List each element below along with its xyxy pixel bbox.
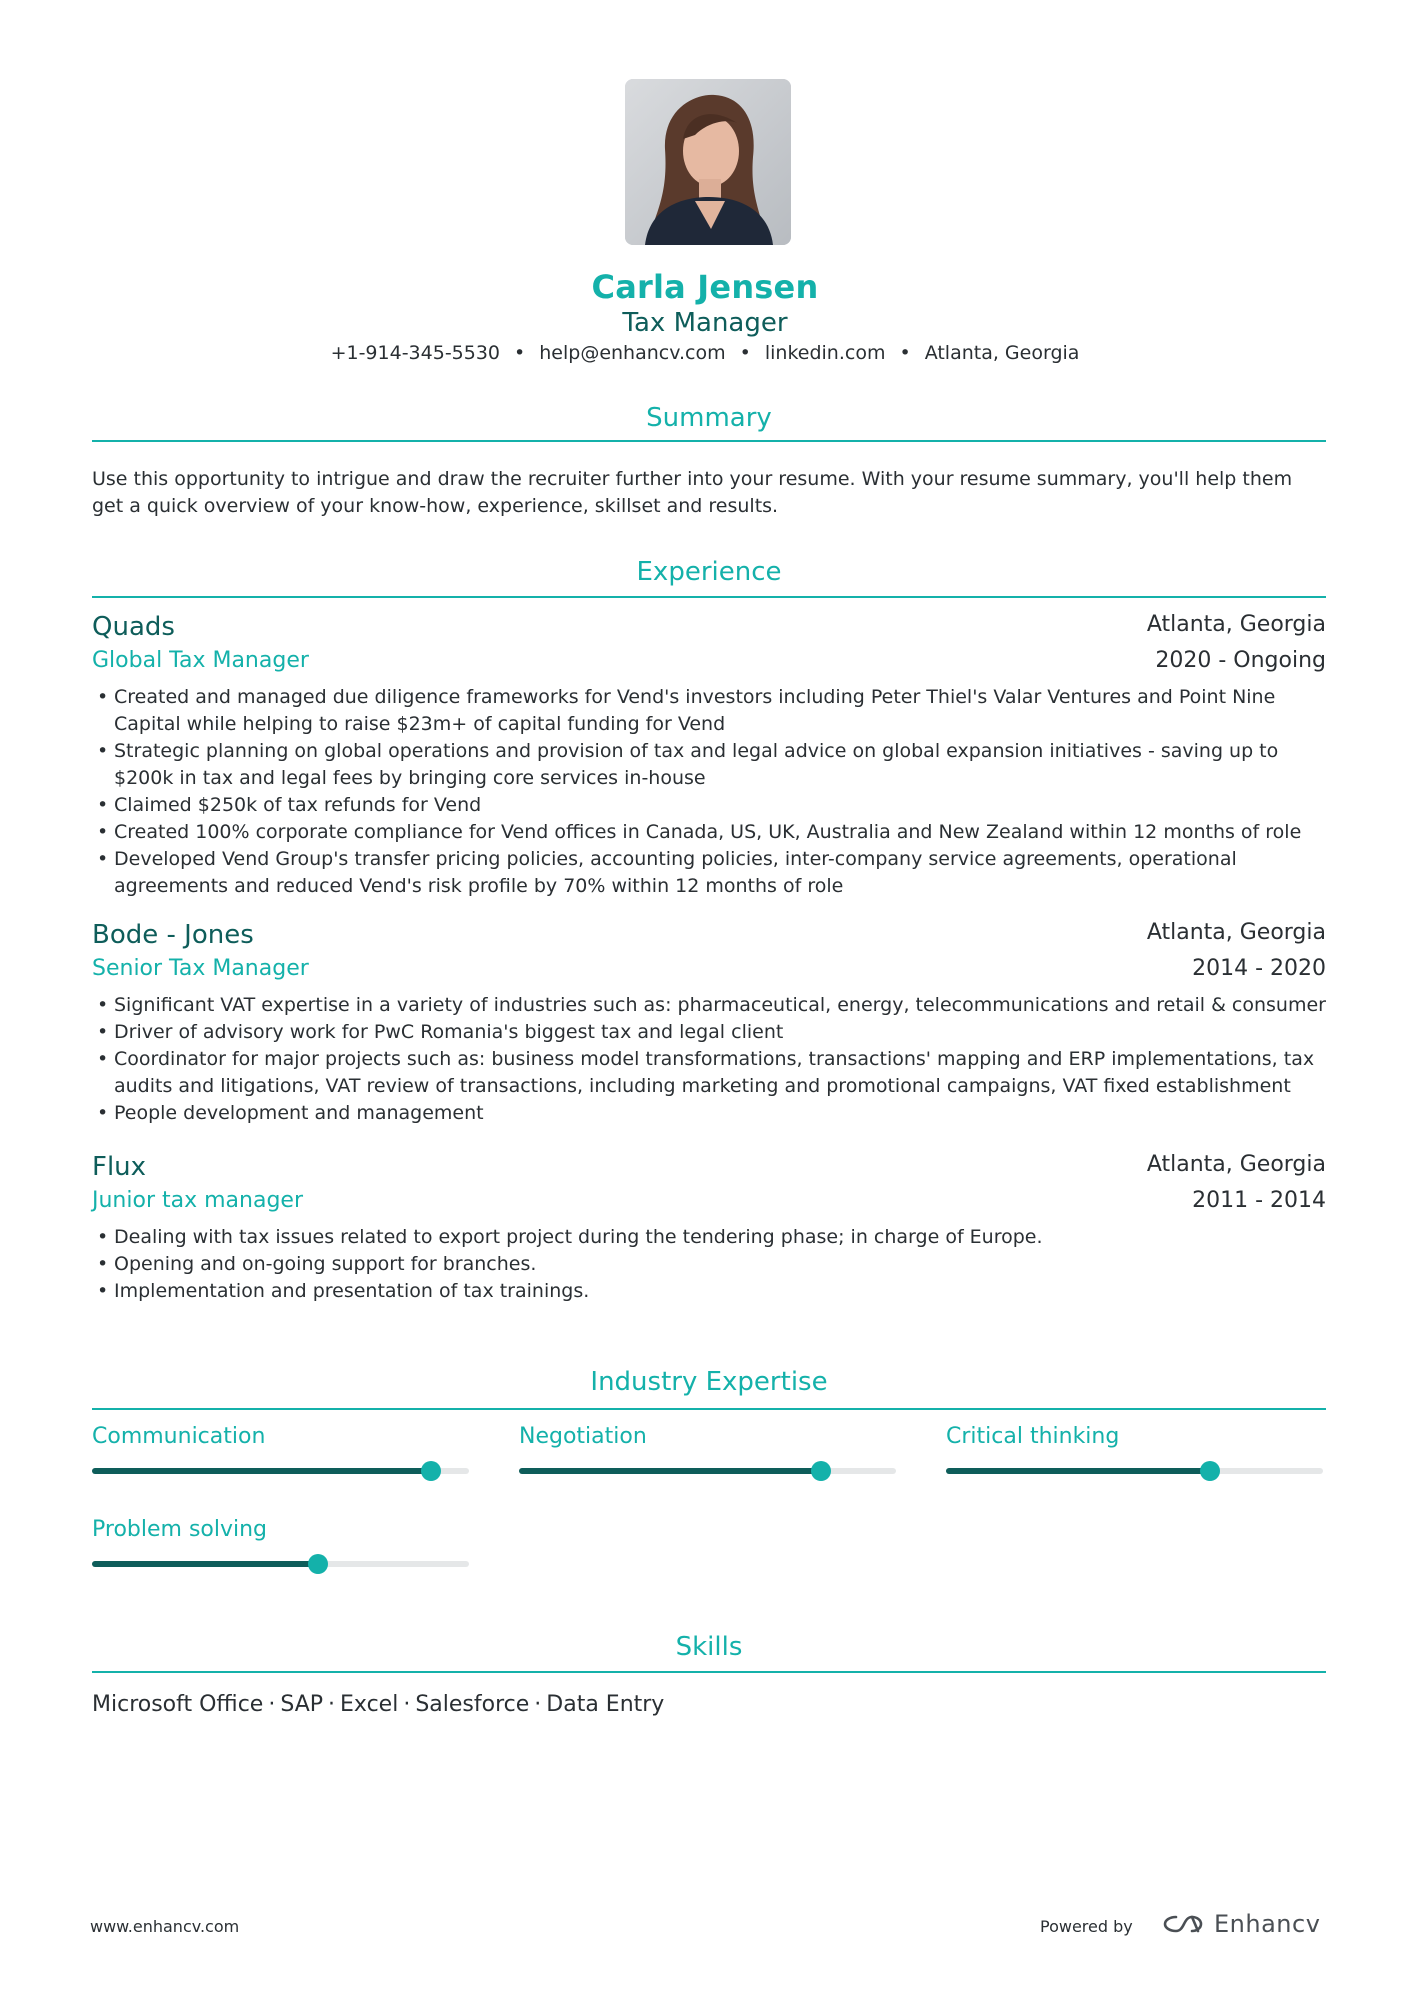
summary-text: Use this opportunity to intrigue and draw the recruiter further into your resume. With your resume summary, you'll help them get a quick overview of your know-how, experience, skillset and results. [92,468,1293,517]
job-company: Flux [92,1152,147,1182]
job-bullets [92,1224,1326,1305]
job-location: Atlanta, Georgia [1146,612,1326,637]
email-link[interactable]: help@enhancv.com [539,342,726,364]
job-bullet: • Claimed $250k of tax refunds for Vend [92,792,1326,819]
expertise-label: Critical thinking [946,1424,1120,1449]
job-company: Quads [92,612,175,642]
job-bullet: • Opening and on-going support for branches. [92,1251,1326,1278]
expertise-label: Communication [92,1424,266,1449]
expertise-bar-knob [421,1461,441,1481]
job-role: Junior tax manager [92,1188,303,1213]
skills-heading: Skills [675,1632,743,1662]
job-dates: 2011 - 2014 [1192,1188,1326,1213]
skill-separator: · [268,1692,276,1717]
experience-divider [92,596,1326,598]
contact-separator: • [899,342,911,364]
expertise-bar-track [519,1468,896,1474]
job-bullet: • Coordinator for major projects such as: business model transformations, transactions' mapping and ERP implementations, tax audits and litigations, VAT review of transactions, including marketing and promotional campaigns, VAT fixed establishment [92,1046,1326,1100]
phone-text[interactable]: +1-914-345-5530 [330,342,501,364]
skill-separator: · [534,1692,542,1717]
job-company: Bode - Jones [92,920,254,950]
candidate-title: Tax Manager [622,308,788,338]
job-bullet: • Implementation and presentation of tax trainings. [92,1278,1326,1305]
job-dates: 2014 - 2020 [1192,956,1326,981]
expertise-heading: Industry Expertise [590,1367,828,1397]
job-bullet: • Driver of advisory work for PwC Romania's biggest tax and legal client [92,1019,1326,1046]
expertise-bar-fill [946,1468,1210,1474]
job-dates: 2020 - Ongoing [1155,648,1326,673]
experience-heading: Experience [636,557,782,587]
expertise-bar-knob [811,1461,831,1481]
skills-divider [92,1671,1326,1673]
contact-separator: • [739,342,751,364]
job-role: Global Tax Manager [92,648,309,673]
expertise-label: Problem solving [92,1517,268,1542]
profile-photo-image [625,79,791,245]
expertise-bar-track [92,1561,469,1567]
enhancv-logo-text: Enhancv [1214,1910,1321,1938]
job-bullets [92,992,1326,1127]
job-bullet: • People development and management [92,1100,1326,1127]
summary-heading: Summary [646,403,772,433]
contact-line [0,342,1410,364]
job-bullet: • Created and managed due diligence frameworks for Vend's investors including Peter Thiel's Valar Ventures and Point Nine Capital while helping to raise $23m+ of capital funding for Vend [92,684,1326,738]
contact-separator: • [514,342,526,364]
job-bullet: • Dealing with tax issues related to export project during the tendering phase; in charge of Europe. [92,1224,1326,1251]
skills-list [92,1692,664,1717]
expertise-divider [92,1408,1326,1410]
profile-photo [625,79,791,245]
skill-tag: Excel [340,1692,399,1717]
location-text: Atlanta, Georgia [924,342,1080,364]
expertise-label: Negotiation [519,1424,647,1449]
expertise-bar-fill [519,1468,821,1474]
expertise-bar-track [946,1468,1323,1474]
skill-tag: Salesforce [415,1692,530,1717]
job-location: Atlanta, Georgia [1146,920,1326,945]
job-bullets [92,684,1326,900]
skill-tag: SAP [280,1692,324,1717]
expertise-bar-track [92,1468,469,1474]
job-bullet: • Developed Vend Group's transfer pricing policies, accounting policies, inter-company service agreements, operational agreements and reduced Vend's risk profile by 70% within 12 months of role [92,846,1326,900]
job-bullet: • Strategic planning on global operations and provision of tax and legal advice on global expansion initiatives - saving up to $200k in tax and legal fees by bringing core services in-house [92,738,1326,792]
linkedin-link[interactable]: linkedin.com [764,342,886,364]
expertise-bar-knob [1200,1461,1220,1481]
footer-website-link[interactable]: www.enhancv.com [90,1917,240,1936]
skill-separator: · [403,1692,411,1717]
expertise-bar-knob [308,1554,328,1574]
enhancv-logo[interactable] [1160,1908,1320,1940]
skill-separator: · [328,1692,336,1717]
expertise-bar-fill [92,1561,318,1567]
summary-divider [92,440,1326,442]
expertise-bar-fill [92,1468,431,1474]
footer-powered-by: Powered by [1040,1917,1133,1936]
enhancv-logo-icon [1160,1912,1206,1936]
candidate-name: Carla Jensen [591,268,819,306]
job-bullet: • Significant VAT expertise in a variety of industries such as: pharmaceutical, energy, telecommunications and retail & consumer [92,992,1326,1019]
skill-tag: Microsoft Office [92,1692,264,1717]
job-location: Atlanta, Georgia [1146,1152,1326,1177]
job-bullet: • Created 100% corporate compliance for Vend offices in Canada, US, UK, Australia and New Zealand within 12 months of role [92,819,1326,846]
job-role: Senior Tax Manager [92,956,309,981]
skill-tag: Data Entry [546,1692,665,1717]
